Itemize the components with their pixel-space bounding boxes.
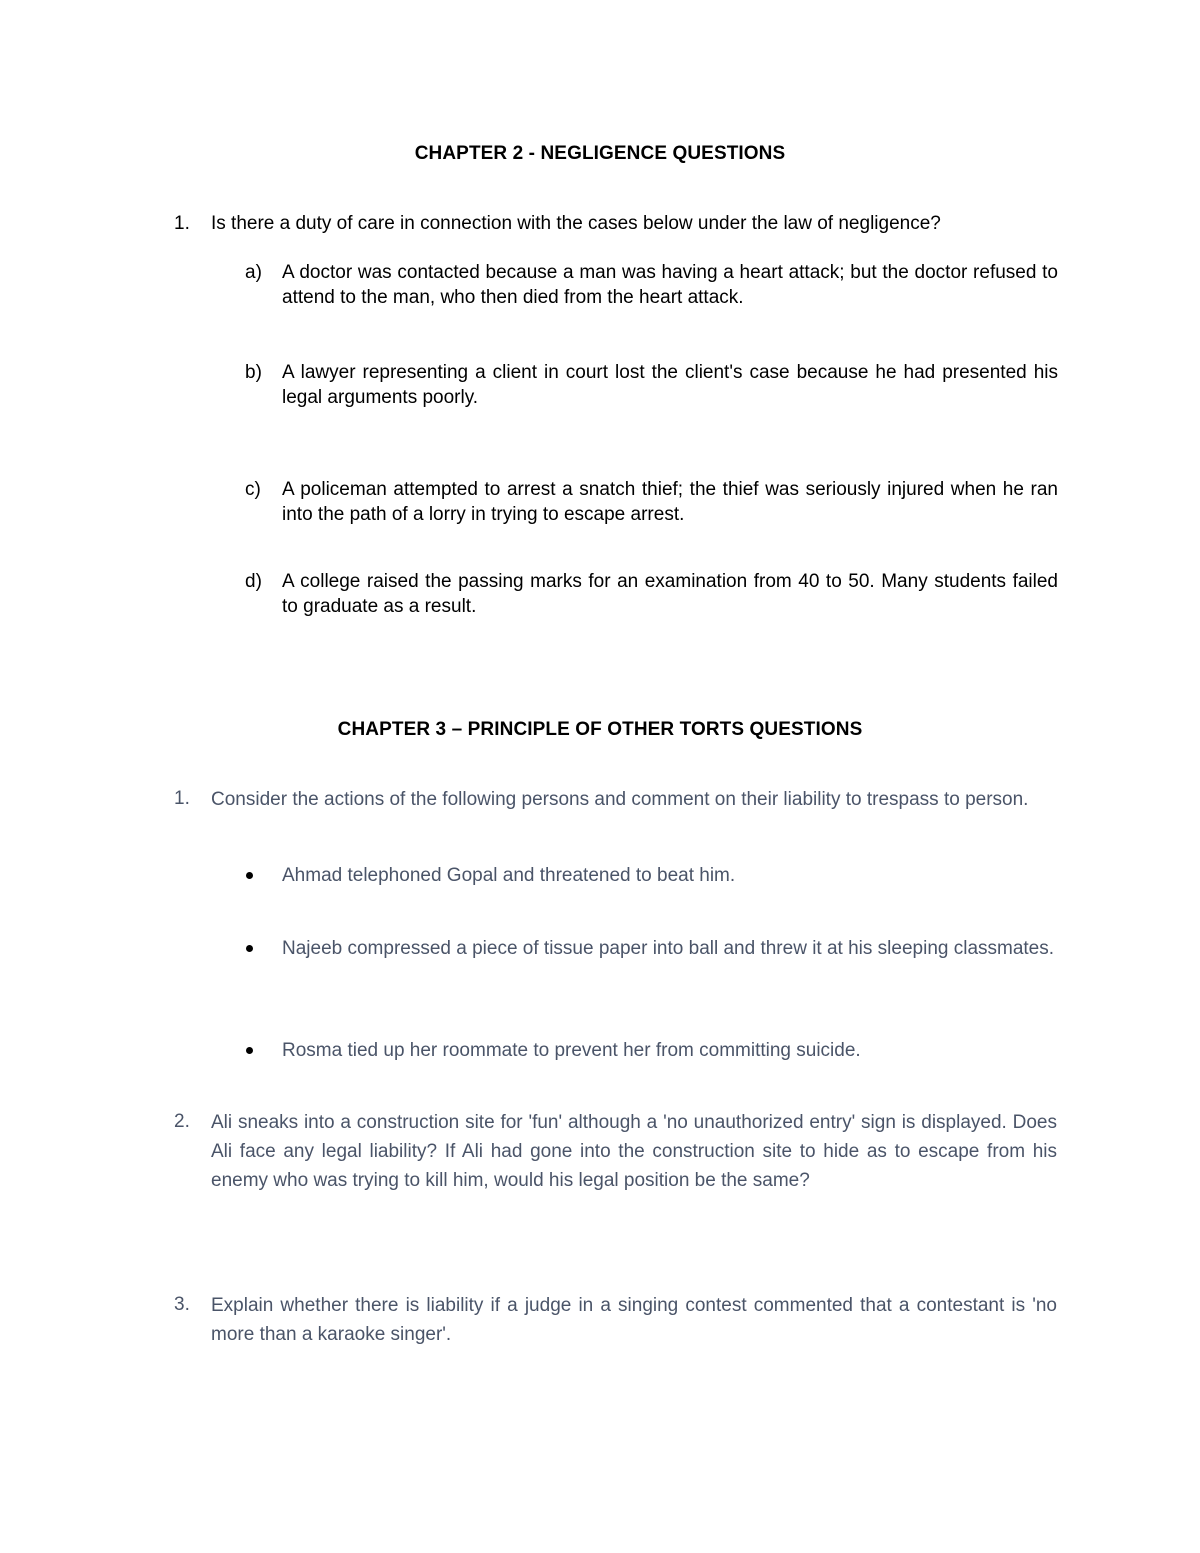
bullet-icon (246, 872, 253, 879)
case-a-text: A doctor was contacted because a man was having a heart attack; but the doctor refused to attend to the man, who then died from the heart attack. (282, 262, 1058, 308)
bullet-item-rosma: Rosma tied up her roommate to prevent her from committing suicide. (282, 1040, 861, 1061)
bullet-icon (246, 1047, 253, 1054)
case-b-letter: b) (245, 362, 262, 383)
chapter-2-question-1-number: 1. (174, 213, 190, 234)
case-d-letter: d) (245, 571, 262, 592)
bullet-icon (246, 945, 253, 952)
chapter-2-question-1-text: Is there a duty of care in connection with the cases below under the law of negligence? (211, 213, 941, 234)
chapter-3-question-2-text: Ali sneaks into a construction site for 'fun' although a 'no unauthorized entry' sign is displayed. Does Ali face any legal liability? If Ali had gone into the construction site to hide as to escape from his enemy who was trying to kill him, would his legal position be the same? (211, 1112, 1057, 1191)
bullet-item-ahmad: Ahmad telephoned Gopal and threatened to beat him. (282, 865, 736, 886)
case-c-letter: c) (245, 479, 261, 500)
chapter-3-question-3-text: Explain whether there is liability if a judge in a singing contest commented that a contestant is 'no more than a karaoke singer'. (211, 1295, 1057, 1345)
case-a-letter: a) (245, 262, 262, 283)
chapter-3-question-1-text: Consider the actions of the following persons and comment on their liability to trespass to person. (211, 789, 1029, 810)
case-d-text: A college raised the passing marks for an examination from 40 to 50. Many students failed to graduate as a result. (282, 571, 1058, 617)
case-c-text: A policeman attempted to arrest a snatch thief; the thief was seriously injured when he ran into the path of a lorry in trying to escape arrest. (282, 479, 1058, 525)
chapter-3-question-3-number: 3. (174, 1294, 190, 1315)
bullet-item-najeeb: Najeeb compressed a piece of tissue paper into ball and threw it at his sleeping classmates. (282, 938, 1055, 959)
chapter-2-heading: CHAPTER 2 - NEGLIGENCE QUESTIONS (414, 143, 786, 164)
chapter-3-question-1-number: 1. (174, 788, 190, 809)
chapter-3-heading: CHAPTER 3 – PRINCIPLE OF OTHER TORTS QUESTIONS (337, 719, 863, 740)
chapter-3-question-2-number: 2. (174, 1111, 190, 1132)
case-b-text: A lawyer representing a client in court lost the client's case because he had presented his legal arguments poorly. (282, 362, 1058, 408)
